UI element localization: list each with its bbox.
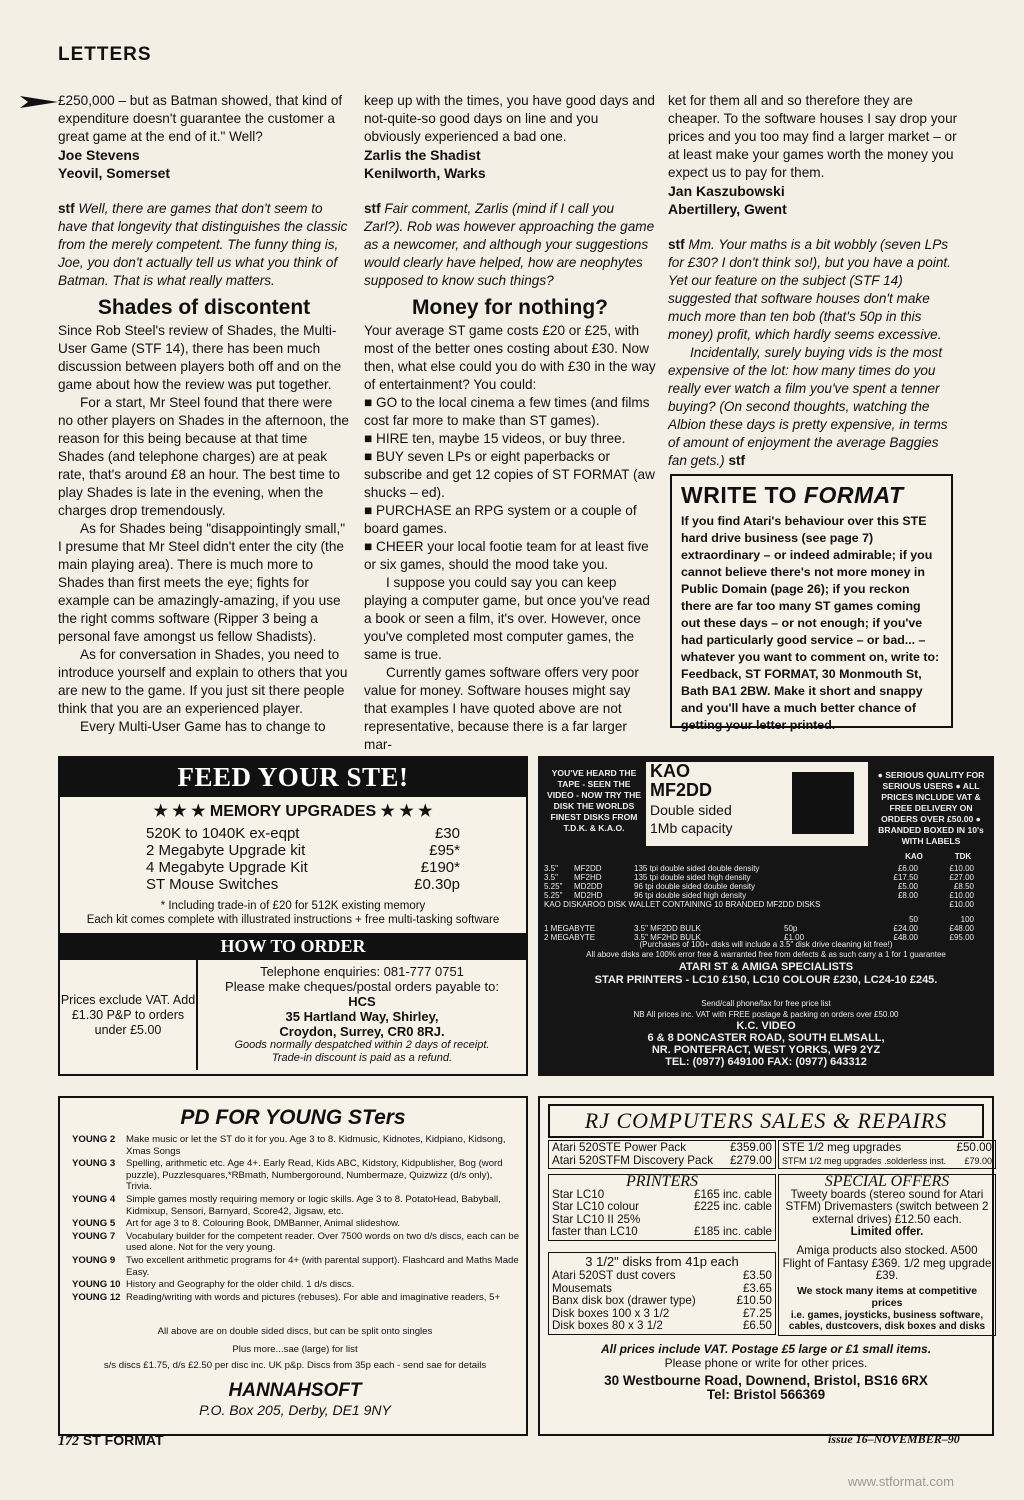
cell: £24.00 [893,924,918,933]
page-footer-left [58,1432,164,1450]
kao-address: NR. PONTEFRACT, WEST YORKS, WF9 2YZ [651,1044,881,1056]
list-item [72,1279,520,1291]
letter-signature-name: Joe Stevens [58,147,140,163]
letter-heading: Shades of discontent [97,296,311,319]
hcs-advert [58,756,528,1076]
list-item [72,1134,520,1157]
cell: 50p [784,924,798,933]
kao-left-text: YOU'VE HEARD THE TAPE - SEEN THE VIDEO - NOW TRY THE DISK THE WORLDS FINEST DISKS FROM T.D.K. & K.A.O. [546,768,642,833]
list-item [782,1142,992,1155]
watermark: www.stformat.com [847,1474,954,1489]
item-text: Art for age 3 to 8. Colouring Book, DMBanner, Animal slideshow. [126,1218,401,1230]
item-text: Two excellent arithmetic programs for 4+ (with parental support). Flashcard and Maths Made Easy. [126,1254,519,1278]
item-text: Make music or let the ST do it for you. Age 3 to 8. Kidmusic, Kidnotes, Kidpiano, Kidsong, Xmas Songs [126,1134,506,1157]
tdk-col-head: TDK [954,852,972,861]
list-item [552,1270,772,1283]
pd-note: All above are on double sided discs, but can be split onto singles [157,1326,433,1337]
cell: MF2HD [574,873,602,882]
hannahsoft-advert [58,1096,528,1436]
item-name: Atari 520ST dust covers [552,1269,676,1282]
kao-price-table [544,864,989,942]
rj-special-text: i.e. games, joysticks, business software, cables, dustcovers, disk boxes and disks [788,1309,986,1332]
item-text: Simple games mostly requiring memory or logic skills. Age 3 to 8. PotatoHead, Babyball, Kidmixup, Sensori, Barnyard, Score42, Jigsaw, etc. [126,1193,501,1217]
rj-special-title: SPECIAL OFFERS [824,1173,950,1190]
kao-card [646,762,868,846]
item-name: Banx disk box (drawer type) [552,1294,696,1308]
hcs-how-to-order: HOW TO ORDER [60,933,526,960]
table-row [544,864,989,873]
cell: £48.00 [949,924,974,933]
stf-tag: stf [58,201,75,216]
list-item [72,1292,520,1304]
kao-title: KAO [650,761,690,781]
editor-reply-text: Well, there are games that don't seem to have that longevity that distinguishes the classic from the merely competent. The funny thing is, Joe, you don't actually tell us what you think of Batman. That is what really matters. [58,201,348,288]
rj-footer-text: Please phone or write for other prices. [664,1356,868,1370]
item-price: £225 inc. cable [694,1200,772,1214]
letter-paragraph: Currently games software offers very poor value for money. Software houses might say that examples I have quoted above are not representative, because there is a far larger mar- [364,665,639,752]
table-row [544,915,989,924]
item-label: YOUNG 5 [72,1218,116,1230]
cell: 1 MEGABYTE [544,924,596,933]
editor-reply [668,344,960,470]
item-price: £7.25 [742,1306,772,1320]
hcs-item-price: £95* [429,842,460,859]
hcs-phone: Telephone enquiries: 081-777 0751 [260,964,464,979]
item-name: STFM 1/2 meg upgrades .solderless inst. [782,1155,947,1166]
item-label: YOUNG 4 [72,1193,116,1205]
rj-special-text: Tweety boards (stereo sound for Atari STFM) Drivemasters (switch between 2 external drives) £12.50 each. [785,1187,989,1226]
cell: 135 tpi double sided double density [634,864,760,873]
pd-company: HANNAHSOFT [228,1380,362,1401]
letter-paragraph: Your average ST game costs £20 or £25, with most of the better ones costing about £30. Now then, what else could you do with £30 in the way of entertainment? You could: [364,323,656,392]
item-name: Star LC10 [552,1187,605,1201]
issue-label: issue 16–NOVEMBER–90 [828,1432,960,1446]
rj-special-text: Amiga products also stocked. A500 Flight of Fantasy £369. 1/2 meg upgrade £39. [782,1243,992,1283]
item-text: Spelling, arithmetic etc. Age 4+. Early Read, Kids ABC, Kidstory, Kidpublisher, Bog (word puzzle), Puzzlesquares,*RBmath, Numbergoround, Numbermaze, Quizwizz (d/s only), Trivia. [126,1158,503,1193]
item-label: YOUNG 9 [72,1254,116,1266]
cell: MD2HD [574,891,603,900]
cell: £95.00 [949,933,974,942]
hcs-title: FEED YOUR STE! [60,758,526,797]
rj-printers-title: PRINTERS [626,1173,698,1190]
kao-title: MF2DD [650,780,712,800]
kao-company: K.C. VIDEO [736,1020,796,1032]
list-item [552,1201,772,1214]
section-header: LETTERS [58,44,152,65]
letter-paragraph: As for Shades being "disappointingly small," I presume that Mr Steel didn't enter the city (the main playing area). There is much more to Shades than first meets the eye; fights for example can be amazingly-amazing, if you use the right comms software (Ripper 3 being a personal fave amongst us fellow Shadists). [58,521,346,644]
letter-paragraph: Every Multi-User Game has to change to [80,719,326,734]
page-number: 172 [58,1434,79,1449]
cell: KAO DISKAROO DISK WALLET CONTAINING 10 BRANDED MF2DD DISKS [544,900,821,909]
arrow-icon [20,94,58,110]
hcs-item-name: 520K to 1040K ex-eqpt [146,825,300,842]
rj-footer-text: 30 Westbourne Road, Downend, Bristol, BS16 6RX [604,1373,928,1388]
letter-text: £250,000 – but as Batman showed, that kind of expenditure doesn't guarantee the customer a great game at the end of it." Well? [58,93,343,144]
item-price: £6.50 [742,1319,772,1333]
list-item [552,1155,772,1168]
item-price: £79.00 [964,1155,992,1166]
rj-footer-text: All prices include VAT. Postage £5 large or £1 small items. [600,1342,932,1356]
write-box-body: If you find Atari's behaviour over this STE hard drive business (see page 7) extraordinary – or indeed admirable; if you cannot believe there's not more money in Public Domain (page 26); if you reckon there are far too many ST games coming out these days – or not enough; if you've had particularly good service – or bad... – whatever you want to comment on, write to: Feedback, ST FORMAT, 30 Monmouth St, Bath BA1 2BW. Make it short and snappy and you'll have a much better chance of getting your letter printed. [681,514,940,732]
cell: 5.25" [544,891,563,900]
editor-reply-text: Mm. Your maths is a bit wobbly (seven LPs for £30? I don't think so!), but you have a point. Yet our feature on the subject (STF 14) suggested that software houses don't make much more than ten bob (that's 50p in this money) profit, which hardly seems excessive. [668,237,951,342]
table-row [544,891,989,900]
bullet-item: ■ BUY seven LPs or eight paperbacks or subscribe and get 12 copies of ST FORMAT (aw shucks – ed). [364,448,656,502]
item-label: YOUNG 10 [72,1279,121,1291]
letter-text: keep up with the times, you have good days and not-quite-so good days on line and you obviously experienced a bad one. [364,93,655,144]
kao-send: Send/call phone/fax for free price list [701,999,831,1008]
letter-paragraph: I suppose you could say you can keep playing a computer game, but once you've read a book or seen a film, it's over. However, once you've completed most computer games, the same is true. [364,575,650,662]
letter-text: ket for them all and so therefore they are cheaper. To the software houses I say drop your prices and you too may find a larger market – or at least make your games worth the money you expect us to pay for them. [668,93,958,180]
hcs-prices-note: Prices exclude VAT. Add £1.30 P&P to orders under £5.00 [60,960,198,1070]
list-item [782,1155,992,1168]
kao-nb: NB All prices inc. VAT with FREE postage & packing on orders over £50.00 [633,1010,899,1019]
pd-title: PD FOR YOUNG STers [180,1106,406,1129]
hcs-item-name: ST Mouse Switches [146,876,279,893]
letter-heading: Money for nothing? [412,296,608,319]
hcs-item-name: 2 Megabyte Upgrade kit [146,842,306,859]
cell: £10.00 [949,891,974,900]
kao-note: (Purchases of 100+ disks will include a 3.5" disk drive cleaning kit free!) [639,940,893,949]
hcs-cheques: Please make cheques/postal orders payable to: [225,979,499,994]
item-name: Mousemats [552,1281,612,1295]
item-text: Reading/writing with words and pictures (rebuses). For able and imaginative readers, 5+ [126,1291,501,1303]
editor-reply-text: Fair comment, Zarlis (mind if I call you Zarl?). Rob was however approaching the game as a newcomer, and although your suggestions would clearly have helped, how are neophytes supposed to know such things? [364,201,655,288]
pd-note: s/s discs £1.75, d/s £2.50 per disc inc. UK p&p. Discs from 35p each - send sae for details [103,1360,487,1371]
cell: £8.50 [953,882,974,891]
list-item [72,1158,520,1193]
table-row [544,873,989,882]
pd-list [72,1134,520,1304]
kao-printers: STAR PRINTERS - LC10 £150, LC10 COLOUR £230, LC24-10 £245. [594,974,938,986]
list-item [72,1255,520,1278]
rj-computers-advert [538,1096,994,1436]
hcs-item-price: £30 [434,825,460,842]
cell: £17.50 [893,873,918,882]
write-box-title-a: WRITE TO [681,482,804,508]
letter-paragraph: Since Rob Steel's review of Shades, the Multi-User Game (STF 14), there has been much discussion between players both off and on the game about how the review was put together. [58,323,342,392]
kc-video-advert [538,756,994,1076]
hcs-item-name: 4 Megabyte Upgrade Kit [146,859,308,876]
item-name: Star LC10 II 25% [552,1212,641,1226]
letter-signature-place: Kenilworth, Warks [364,165,486,181]
cell: 3.5" [544,864,558,873]
editor-reply [58,200,350,290]
item-price: £185 inc. cable [694,1225,772,1239]
rj-footer [540,1342,992,1402]
cell: 2 MEGABYTE [544,933,596,942]
cell: MD2DD [574,882,603,891]
write-to-format-box [670,474,953,732]
hcs-item-price: £190* [420,859,460,876]
item-name: Disk boxes 80 x 3 1/2 [552,1319,663,1333]
letter-signature-name: Jan Kaszubowski [668,183,785,199]
list-item [72,1194,520,1217]
stf-tag: stf [364,201,381,216]
hcs-footnote: Goods normally despatched within 2 days of receipt. [234,1039,490,1051]
letters-column-2 [364,92,656,754]
hcs-footnote: Trade-in discount is paid as a refund. [271,1052,453,1064]
table-row [544,924,989,933]
letters-column-3 [668,92,960,470]
bullet-item: ■ HIRE ten, maybe 15 videos, or buy three. [364,430,656,448]
bullet-item: ■ CHEER your local footie team for at least five or six games, should the mood take you. [364,538,656,574]
item-price: £279.00 [730,1153,772,1167]
letter-paragraph: For a start, Mr Steel found that there were no other players on Shades in the afternoon, the reason for this being because at that time Shades (and telephone charges) are at peak rate, that's around £8 an hour. The best time to play Shades is late in the evening, when the charges drop tremendously. [58,395,349,518]
hcs-note: * Including trade-in of £20 for 512K existing memory [160,900,426,912]
cell: £48.00 [893,933,918,942]
cell: £10.00 [949,864,974,873]
list-item [552,1320,772,1333]
cell: 96 tpi double sided high density [634,891,747,900]
bullet-item: ■ PURCHASE an RPG system or a couple of board games. [364,502,656,538]
list-item [552,1295,772,1308]
item-price: £10.50 [736,1294,772,1308]
list-item [552,1226,772,1239]
cell: £1.00 [784,933,805,942]
rj-special-box [778,1174,996,1336]
item-name: STE 1/2 meg upgrades [782,1141,902,1154]
table-row [544,882,989,891]
kao-specialists: ATARI ST & AMIGA SPECIALISTS [678,961,854,973]
cell: 100 [960,915,974,924]
rj-printers-box [548,1174,776,1241]
letters-column-1 [58,92,350,736]
kao-address: 6 & 8 DONCASTER ROAD, SOUTH ELMSALL, [647,1032,885,1044]
letter-signature-place: Yeovil, Somerset [58,165,171,181]
hcs-company: HCS [348,994,376,1009]
pd-address: P.O. Box 205, Derby, DE1 9NY [199,1402,391,1418]
hcs-note: Each kit comes complete with illustrated instructions + free multi-tasking software [86,914,500,926]
rj-upgrades-box [778,1140,996,1169]
kao-desc: Double sided [650,802,732,818]
cell: 135 tpi double sided high density [634,873,751,882]
item-price: £50.00 [956,1141,992,1154]
item-price: £165 inc. cable [694,1187,772,1201]
item-name: Atari 520STE Power Pack [552,1141,687,1154]
cell: 3.5" MF2DD BULK [634,924,701,933]
item-price: £3.50 [742,1269,772,1282]
cell: 50 [909,915,918,924]
rj-disks-title: 3 1/2" disks from 41p each [585,1254,739,1269]
kao-right-text: ● SERIOUS QUALITY FOR SERIOUS USERS ● ALL PRICES INCLUDE VAT & FREE DELIVERY ON ORDERS OVER £50.00 ● BRANDED BOXED IN 10's WITH LABELS [877,770,985,846]
cell: £8.00 [897,891,918,900]
rj-title: RJ COMPUTERS SALES & REPAIRS [548,1104,984,1138]
item-name: faster than LC10 [552,1225,638,1239]
kao-note: All above disks are 100% error free & warranted free from defects & as such carry a 1 for 1 guarantee [586,950,946,959]
list-item [72,1231,520,1254]
item-text: Vocabulary builder for the competent reader. Over 7500 words on two d/s discs, each can be used alone. Not for the very young. [126,1230,520,1254]
item-label: YOUNG 12 [72,1291,121,1303]
cell: 3.5" MF2HD BULK [634,933,701,942]
disk-image [792,772,854,834]
rj-packs-box [548,1140,776,1169]
letter-signature-name: Zarlis the Shadist [364,147,481,163]
item-name: Disk boxes 100 x 3 1/2 [552,1306,670,1320]
cell: MF2DD [574,864,602,873]
stf-tag: stf [668,237,685,252]
write-box-title [681,482,942,509]
item-text: History and Geography for the older child. 1 d/s discs. [126,1279,355,1291]
editor-reply [364,200,656,290]
cell: 5.25" [544,882,563,891]
item-name: Atari 520STFM Discovery Pack [552,1153,714,1167]
kao-tel: TEL: (0977) 649100 FAX: (0977) 643312 [665,1056,867,1068]
item-label: YOUNG 2 [72,1134,116,1145]
item-name: Star LC10 colour [552,1200,639,1214]
bullet-item: ■ GO to the local cinema a few times (and films cost far more to make than ST games). [364,394,656,430]
cell: £6.00 [897,864,918,873]
kao-desc: 1Mb capacity [650,820,733,836]
rj-footer-text: Tel: Bristol 566369 [706,1387,826,1402]
cell: £10.00 [949,900,974,909]
rj-special-text: Limited offer. [850,1225,924,1239]
hcs-subtitle: ★ ★ ★ MEMORY UPGRADES ★ ★ ★ [153,803,433,820]
rj-disks-box [548,1252,776,1335]
cell: £27.00 [949,873,974,882]
hcs-address: Croydon, Surrey, CR0 8RJ. [279,1024,445,1039]
item-label: YOUNG 7 [72,1230,116,1242]
pd-note: Plus more...sae (large) for list [232,1344,358,1355]
item-price: £3.65 [742,1281,772,1295]
letter-paragraph: As for conversation in Shades, you need to introduce yourself and explain to others that you are new to the game. If you just sit there people think that you are an experienced player. [58,647,348,716]
cell: 96 tpi double sided double density [634,882,755,891]
editor-reply [668,236,960,344]
hcs-address: 35 Hartland Way, Shirley, [285,1009,439,1024]
cell: 3.5" [544,873,558,882]
editor-reply-text: Incidentally, surely buying vids is the most expensive of the lot: how many times do you really ever watch a film you've spent a tenner buying? (On second thoughts, watching the Albion these days is pretty expensive, in terms of amount of enjoyment the average Baggies fan gets.) [668,345,948,468]
list-item [72,1218,520,1230]
letter-signature-place: Abertillery, Gwent [668,201,787,217]
stf-tag: stf [728,453,746,468]
magazine-name: ST FORMAT [82,1432,164,1448]
cell: £5.00 [897,882,918,891]
item-price: £359.00 [730,1141,772,1154]
list-item [552,1142,772,1155]
kao-col-head: KAO [905,852,923,861]
hcs-item-price: £0.30p [414,876,460,893]
rj-special-text: We stock many items at competitive prices [796,1284,978,1310]
item-label: YOUNG 3 [72,1158,116,1170]
table-row [544,900,989,909]
write-box-title-b: FORMAT [803,482,904,508]
